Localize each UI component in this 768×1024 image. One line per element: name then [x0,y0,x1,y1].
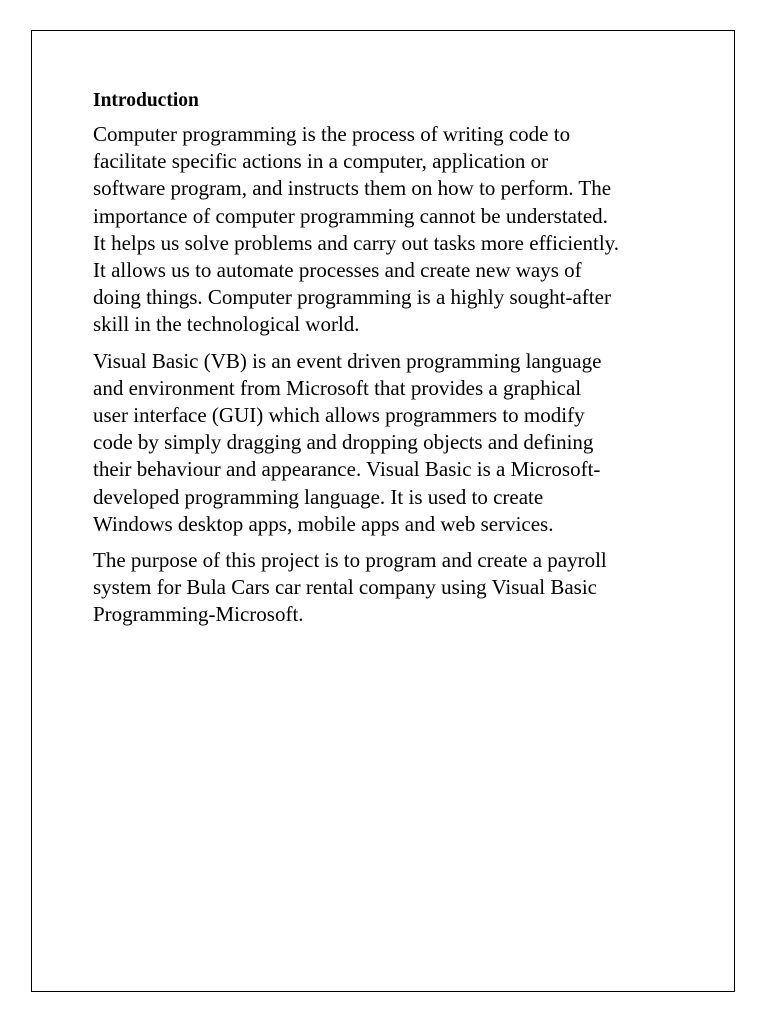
section-heading: Introduction [93,90,199,111]
text-line: Visual Basic (VB) is an event driven programming language [93,348,602,373]
paragraph-2 [93,348,693,538]
paragraph-3 [93,547,693,629]
document-page [31,30,735,992]
text-line: doing things. Computer programming is a highly sought-after [93,285,611,310]
text-line: user interface (GUI) which allows programmers to modify [93,403,585,428]
text-line: Programming-Microsoft. [93,602,304,627]
text-line: developed programming language. It is used to create [93,484,544,509]
text-line: The purpose of this project is to program and create a payroll [93,548,607,573]
text-line: importance of computer programming cannot be understated. [93,203,608,228]
text-line: Computer programming is the process of writing code to [93,122,571,146]
text-line: It allows us to automate processes and create new ways of [93,258,582,283]
text-line: their behaviour and appearance. Visual Basic is a Microsoft- [93,457,601,482]
text-line: and environment from Microsoft that provides a graphical [93,375,582,400]
text-line: facilitate specific actions in a computer, application or [93,149,549,174]
page-content [93,91,693,638]
text-line: Windows desktop apps, mobile apps and web services. [93,511,554,536]
paragraph-1 [93,121,693,339]
text-line: software program, and instructs them on how to perform. The [93,176,612,201]
text-line: system for Bula Cars car rental company using Visual Basic [93,575,597,600]
text-line: skill in the technological world. [93,312,360,337]
text-line: It helps us solve problems and carry out tasks more efficiently. [93,230,620,255]
text-line: code by simply dragging and dropping objects and defining [93,430,594,455]
